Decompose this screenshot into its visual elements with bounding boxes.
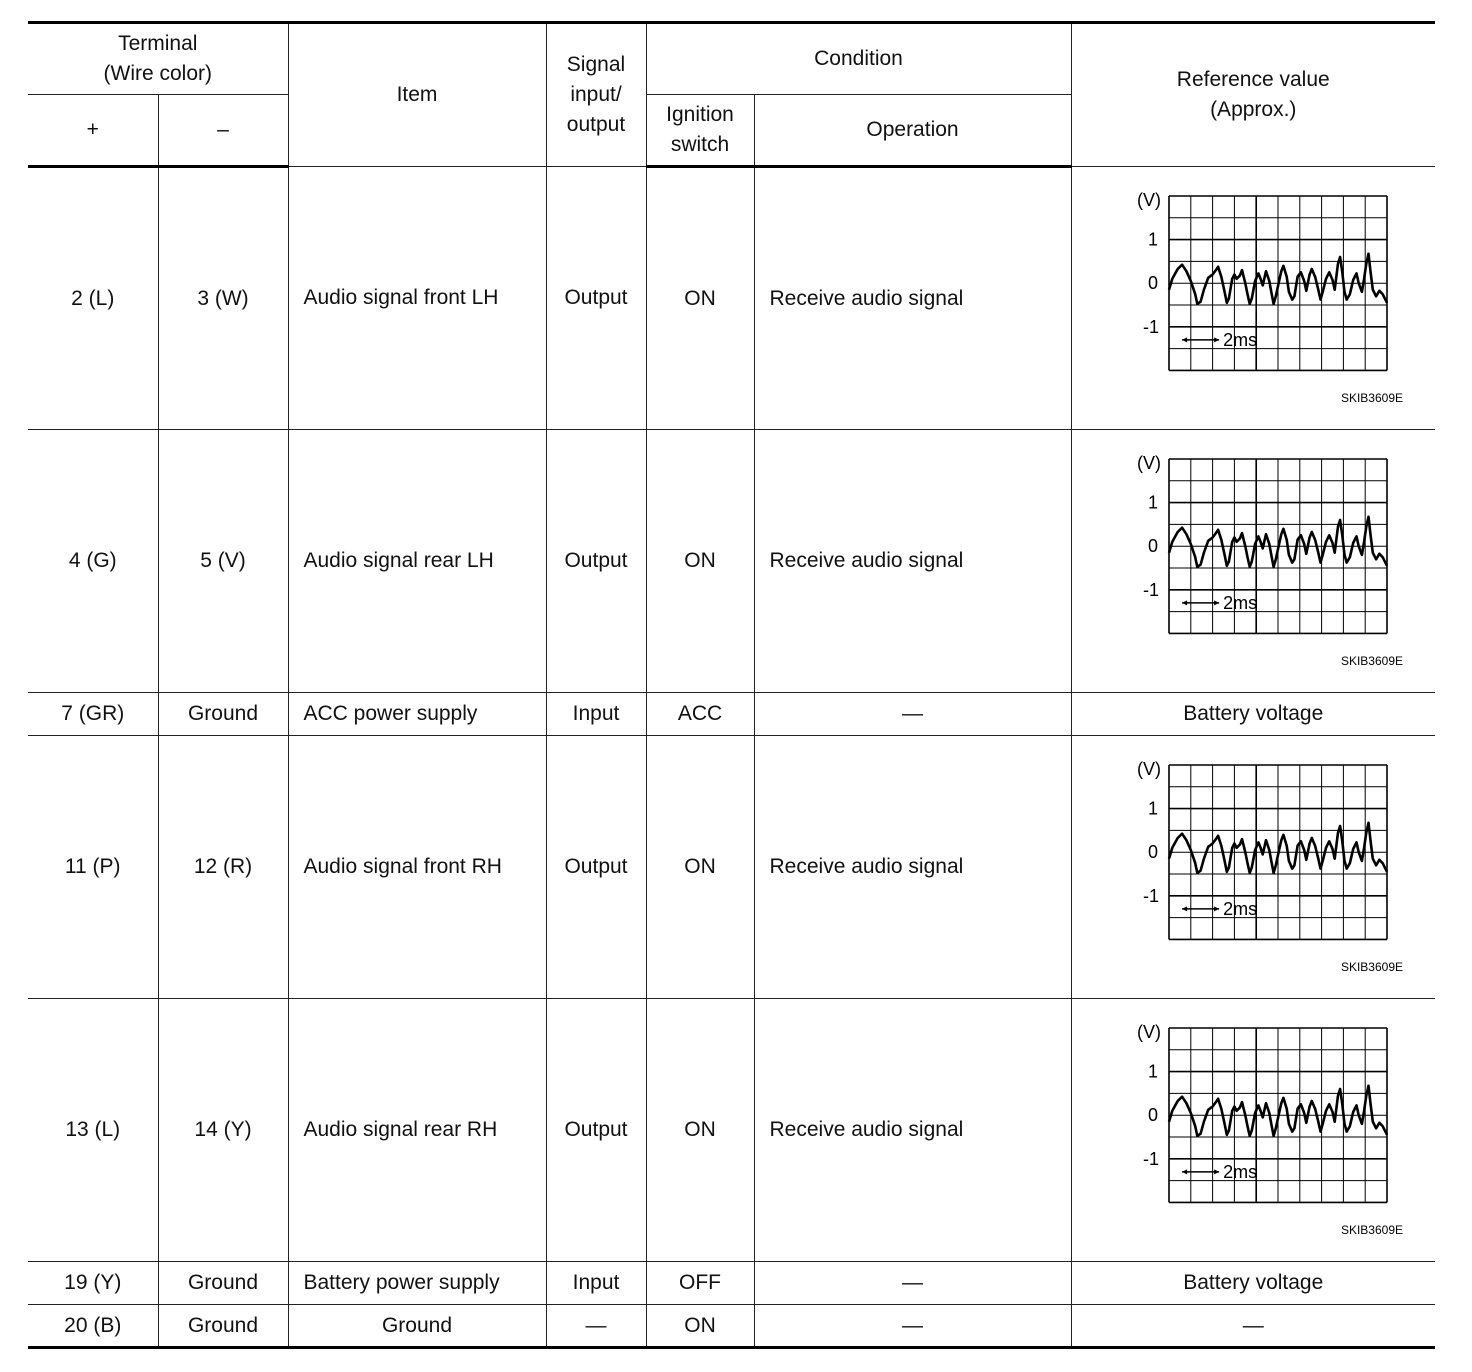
table-row <box>28 736 1435 999</box>
plus-cell: 20 (B) <box>28 1305 158 1348</box>
operation-header: Operation <box>754 95 1071 167</box>
switch-label: switch <box>670 133 730 156</box>
time-scale-label: 2ms <box>1223 329 1258 350</box>
scope-y-label: 0 <box>1148 273 1159 294</box>
ignition-cell: ON <box>646 999 754 1262</box>
signal-cell: Output <box>546 430 646 693</box>
terminal-table <box>28 21 1435 1349</box>
scope-y-label: 1 <box>1148 492 1159 513</box>
approx-label: (Approx.) <box>1210 98 1297 121</box>
reference-label: Reference value <box>1176 68 1330 91</box>
scope-y-label: -1 <box>1143 885 1160 906</box>
operation-cell: Receive audio signal <box>754 999 1071 1262</box>
reference-waveform-cell <box>1071 999 1435 1262</box>
reference-cell: — <box>1071 1305 1435 1348</box>
ignition-cell: OFF <box>646 1262 754 1305</box>
signal-header <box>546 23 646 167</box>
signal-cell: Output <box>546 167 646 430</box>
scope-y-label: 1 <box>1148 1061 1159 1082</box>
time-arrow-left <box>1182 337 1187 342</box>
scope-y-label: -1 <box>1143 316 1160 337</box>
item-cell: ACC power supply <box>288 693 546 736</box>
operation-cell: — <box>754 1262 1071 1305</box>
scope-unit: (V) <box>1137 453 1162 473</box>
reference-cell: Battery voltage <box>1071 1262 1435 1305</box>
time-arrow-left <box>1182 1169 1187 1174</box>
operation-cell: Receive audio signal <box>754 736 1071 999</box>
scope-y-label: 0 <box>1148 536 1159 557</box>
minus-cell: 14 (Y) <box>158 999 288 1262</box>
time-scale-label: 2ms <box>1223 592 1258 613</box>
condition-header: Condition <box>646 23 1071 95</box>
scope-unit: (V) <box>1137 1022 1162 1042</box>
ignition-cell: ON <box>646 736 754 999</box>
figure-code: SKIB3609E <box>1341 1223 1404 1237</box>
operation-cell: Receive audio signal <box>754 430 1071 693</box>
table-row <box>28 167 1435 430</box>
scope-unit: (V) <box>1137 190 1162 210</box>
table-row <box>28 1305 1435 1348</box>
oscilloscope-waveform <box>1093 188 1413 408</box>
scope-unit: (V) <box>1137 759 1162 779</box>
plus-cell: 4 (G) <box>28 430 158 693</box>
input-label: input/ <box>570 83 622 106</box>
minus-cell: 12 (R) <box>158 736 288 999</box>
plus-cell: 2 (L) <box>28 167 158 430</box>
time-arrow-left <box>1182 906 1187 911</box>
table-row <box>28 1262 1435 1305</box>
plus-cell: 7 (GR) <box>28 693 158 736</box>
time-scale-label: 2ms <box>1223 898 1258 919</box>
signal-cell: — <box>546 1305 646 1348</box>
figure-code: SKIB3609E <box>1341 960 1404 974</box>
ignition-cell: ACC <box>646 693 754 736</box>
operation-cell: — <box>754 693 1071 736</box>
item-cell: Audio signal rear LH <box>288 430 546 693</box>
scope-y-label: 1 <box>1148 798 1159 819</box>
reference-waveform-cell <box>1071 736 1435 999</box>
minus-cell: 5 (V) <box>158 430 288 693</box>
signal-cell: Input <box>546 1262 646 1305</box>
plus-cell: 11 (P) <box>28 736 158 999</box>
time-arrow-right <box>1214 337 1219 342</box>
ignition-cell: ON <box>646 430 754 693</box>
time-arrow-right <box>1214 906 1219 911</box>
oscilloscope-waveform <box>1093 757 1413 977</box>
scope-y-label: 1 <box>1148 229 1159 250</box>
scope-y-label: 0 <box>1148 1105 1159 1126</box>
signal-cell: Output <box>546 736 646 999</box>
plus-header: + <box>28 95 158 167</box>
ignition-label: Ignition <box>666 103 734 126</box>
scope-y-label: -1 <box>1143 579 1160 600</box>
wire-color-label: (Wire color) <box>103 62 212 85</box>
time-arrow-right <box>1214 600 1219 605</box>
minus-cell: Ground <box>158 693 288 736</box>
signal-cell: Output <box>546 999 646 1262</box>
figure-code: SKIB3609E <box>1341 654 1404 668</box>
reference-cell: Battery voltage <box>1071 693 1435 736</box>
figure-code: SKIB3609E <box>1341 391 1404 405</box>
item-cell: Audio signal front LH <box>288 167 546 430</box>
operation-cell: — <box>754 1305 1071 1348</box>
reference-waveform-cell <box>1071 430 1435 693</box>
item-cell: Ground <box>288 1305 546 1348</box>
plus-cell: 13 (L) <box>28 999 158 1262</box>
table-row <box>28 693 1435 736</box>
item-cell: Battery power supply <box>288 1262 546 1305</box>
signal-label: Signal <box>566 53 626 76</box>
terminal-header <box>28 23 288 95</box>
minus-cell: Ground <box>158 1305 288 1348</box>
signal-cell: Input <box>546 693 646 736</box>
ignition-cell: ON <box>646 1305 754 1348</box>
item-cell: Audio signal rear RH <box>288 999 546 1262</box>
item-header: Item <box>288 23 546 167</box>
oscilloscope-waveform <box>1093 1020 1413 1240</box>
minus-cell: Ground <box>158 1262 288 1305</box>
terminal-header-label: Terminal <box>118 32 198 55</box>
plus-cell: 19 (Y) <box>28 1262 158 1305</box>
reference-waveform-cell <box>1071 167 1435 430</box>
item-cell: Audio signal front RH <box>288 736 546 999</box>
time-arrow-left <box>1182 600 1187 605</box>
minus-cell: 3 (W) <box>158 167 288 430</box>
time-arrow-right <box>1214 1169 1219 1174</box>
table-row <box>28 430 1435 693</box>
reference-header <box>1071 23 1435 167</box>
output-label: output <box>566 113 626 136</box>
scope-y-label: 0 <box>1148 842 1159 863</box>
scope-y-label: -1 <box>1143 1148 1160 1169</box>
ignition-header <box>646 95 754 167</box>
oscilloscope-waveform <box>1093 451 1413 671</box>
operation-cell: Receive audio signal <box>754 167 1071 430</box>
table-row <box>28 999 1435 1262</box>
ignition-cell: ON <box>646 167 754 430</box>
minus-header: – <box>158 95 288 167</box>
time-scale-label: 2ms <box>1223 1161 1258 1182</box>
